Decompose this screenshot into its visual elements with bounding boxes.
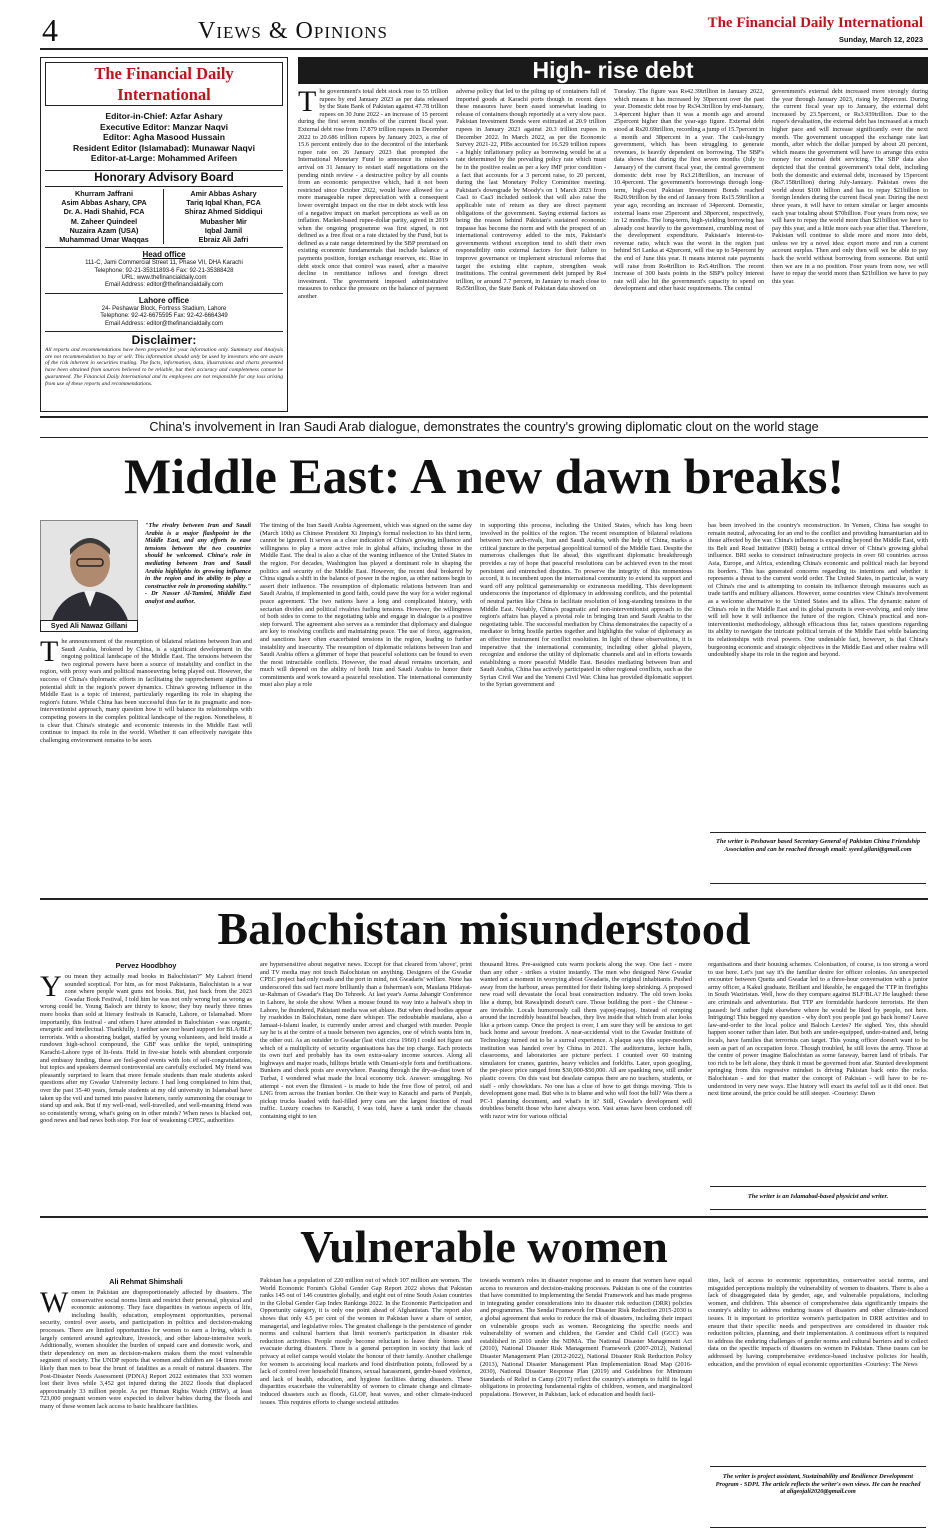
disclaimer bbox=[45, 331, 283, 387]
dropcap: T bbox=[298, 88, 317, 118]
lahore-office-address: 24- Peshawar Block, Fortress Stadium, Lahore bbox=[101, 305, 227, 312]
section-title: Views & Opinions bbox=[198, 18, 388, 44]
editorial-column-2 bbox=[456, 88, 606, 413]
women-bio: The writer is project assistant, Sustainability and Resilience Development Program - SDPI. The article reflects the writer's own views. He can be reached at aligeojali2020@gmail.com bbox=[715, 1473, 921, 1496]
resident-editor: Resident Editor (Islamabad): Munawar Naqvi bbox=[73, 142, 255, 153]
women-text: omen in Pakistan are disproportionately affected by disasters. The conservative social norms limit and restrict their personal, physical and economic autonomy. They face disparities in various aspects of life, including health, education, employment opportunities, personal security, control over assets, and participation in politics and decision-making processes. There are limited opportunities for women to earn a living, which is largely centered around agriculture, livestock, and other labour-intensive work. Additionally, women shoulder the burden of unpaid care and domestic work, and their dependency on men as decision-makers makes them the most vulnerable segment of society. The UNDP reports that women and children are 14 times more likely than men to bear the brunt of fatalities as a result of natural disasters. The Post-Disaster Needs Assessment (PDNA) Report 2022 estimates that 333 women lost their lives while 3,452 got injured during the 2022 floods that displaced approximately 33 million people. As per Human Rights Watch (HRW), at least 723,000 pregnant women were expected to deliver babies during the floods and many of these women lack access to basic healthcare facilities. bbox=[40, 1289, 252, 1410]
balochistan-column-3 bbox=[480, 961, 692, 1213]
masthead-title: The Financial Daily International bbox=[45, 62, 283, 106]
me-column-2 bbox=[260, 522, 472, 894]
section-divider bbox=[40, 898, 928, 900]
me-text: has been involved in the country's reconstruction. In Yemen, China has sought to remain neutral, advocating for an end to the conflict and providing humanitarian aid to those affected by the war. China's influence is expanding beyond the Middle East, with its Belt and Road Initiative (BRI) being a critical driver of China's growing global influence. BRI seeks to construct infrastructure projects in over 60 countries across Asia, Europe, and Africa, extending China's economic and political reach far beyond its borders. This has generated concerns regarding its intentions and whether it represents a threat to the current world order. The United States, in particular, is wary of China's rise and is attempting to contain its influence through measures such as trade tariffs and military alliances. However, some countries view China's involvement as a welcome alternative to the United States and its allies. The dynamic nature of China's role in the Middle East and its global pursuits is ever-evolving, and only time will tell how it will influence the future of the region. China's practical and non-interventionist methodology, although efficacious thus far, raises questions regarding its ability to navigate the intricate political terrain of the Middle East while balancing its relationships with rival powers. One undeniable fact, however, is that China's burgeoning economic and strategic objectives in the Middle East and other realms will undoubtedly shape its role in the region and beyond. bbox=[708, 522, 928, 659]
board-member: Amir Abbas Ashary bbox=[190, 188, 257, 198]
board-member: Asim Abbas Ashary, CPA bbox=[61, 198, 147, 208]
me-column-3 bbox=[480, 522, 692, 894]
dropcap: Y bbox=[40, 973, 62, 1003]
page-number: 4 bbox=[42, 12, 58, 48]
kicker-rule bbox=[40, 437, 928, 438]
me-bio: The writer is Peshawar based Secretary General of Pakistan China Friendship Association and can be reached through email: syeed.gilani@gmail.com bbox=[716, 838, 920, 853]
balochistan-text: ou mean they actually read books in Balochistan?" My Lahori friend sounded sceptical. For him, as for most Pakistanis, Balochistan is a war zone where people want guns not books. But, just back from the 2023 Gwadar Book Festival, I told him he was not only wrong but as wrong as wrong could be. Young Baloch are thirsty to know; they buy nearly three times more books than sold at literary festivals in Karachi, Lahore, or Islamabad. More importantly, this festival - and others I have attended in Balochistan - was organic, energetic and intellectual. Thankfully, I neither saw nor heard support for BLA/BLF terrorists. With a shoestring budget, staffed by young volunteers, and held inside a rundown high-school compound, the GBF was unlike the tepid, uninspiring Karachi-Lahore type of lit-fests. Held in five-star hotels with abundant corporate and embassy funding, these are feel-good events with lots of self-congratulations, but topics and speakers deemed controversial are carefully excluded. My friend was pleasantly surprised to learn that more female students than male students asked questions after my Gwadar University lecture. I had long complained to him that, over the past 35-40 years, female students at my old university in Islamabad have taken up the veil and turned into passive listeners, rarely summoning the courage to stand up and ask. But if my well-read, well-travelled, and well-meaning friend was so consistently wrong, what's going on in other minds? When news is blacked out, good news and bad news both stop. For fear of weakening CPEC, authorities bbox=[40, 973, 252, 1125]
women-text: Pakistan has a population of 220 million out of which 107 million are women. The World Economic Forum's Global Gender Gap Report 2022 shows that Pakistan ranks 145 out of 146 countries globally, and eight out of nine South Asian countries in the Global Gender Gap Index Rankings 2022. In the Economic Participation and Opportunity category, it is only one point ahead of Afghanistan. The report also shows that only 4.5 per cent of the women in Pakistan have a share of senior, managerial, and legislative roles. The greatest challenge is the persistence of gender norms and cultural barriers that limit women's participation in disaster risk reduction activities. People mostly become reluctant to leave their homes and evacuate during disasters. There is a general perception in society that lack of privacy at relief camps would violate the honour of their family. Another challenge for women is accessing local markets and food distribution points, followed by a lack of control over household finances, sexual harassment, gender-based violence, and lack of health, education, and hygiene facilities during disasters. These disparities exacerbate the vulnerability of women to climate change and climate-induced disasters such as floods, GLOF, heat waves, and other climate-induced issues. This requires efforts to change societal attitudes bbox=[260, 1277, 472, 1406]
author-portrait-icon bbox=[41, 521, 138, 630]
editorial-text: Tuesday. The figure was Rs42.39trillion in January 2022, which means it has increased by 30percent over the past year. Domestic debt rose by Rs34.3trillion by end-January, 3.4percent higher than it was a month ago and around 25percent higher than the year-ago figure. External debt stood at Rs20.69trillion, recording a jump of 15.7percent in a month and 38percent in a year. The cash-hungry government, which has been struggling to generate revenues, is heavily dependent on borrowing. The SBP's data shows that during the first seven months (July to January) of the current fiscal year, the central government domestic debt rose by Rs3.218trillion, an increase of 10.4percent. The government's borrowings through long-term, high-cost Pakistan Investment Bonds reached Rs20.9trillion by the end of January from Rs15.59trillion a year ago, recording an increase of 34percent. Domestic, external loans rose 25percent and 38percent, respectively, in 12 months. The long-term, high-yielding borrowing has already cost heavily to the government, crumbling most of the development expenditure. Pakistan's interest-to-revenue ratio, which was the worst in the region just behind Sri Lanka at 42percent, will rise up to 54percent by the end of June this year. It means interest rate payments will raise from Rs4trillion to Rs5.4trillion. The recent increase of 300 basis points in the SBP's policy interest rate will also hit the government's capacity to spend on development and other basic requirements. The central bbox=[614, 88, 764, 293]
editorial-column-1 bbox=[298, 88, 448, 413]
board-member: Ebraiz Ali Jafri bbox=[198, 234, 249, 244]
women-author: Ali Rehmat Shimshali bbox=[109, 1277, 183, 1286]
women-headline: Vulnerable women bbox=[300, 1221, 668, 1272]
section-divider bbox=[40, 1216, 928, 1218]
head-office-phone: Telephone: 92-21-35311893-6 Fax: 92-21-35388428 bbox=[94, 267, 234, 274]
board-member: Muhammad Umar Waqqas bbox=[59, 234, 149, 244]
editor: Editor: Agha Masood Hussain bbox=[103, 132, 225, 143]
women-column-1 bbox=[40, 1289, 252, 1527]
advisory-board-title: Honorary Advisory Board bbox=[45, 170, 283, 187]
author-photo bbox=[40, 520, 138, 630]
me-headline: Middle East: A new dawn breaks! bbox=[123, 448, 845, 504]
balochistan-headline: Balochistan misunderstood bbox=[217, 903, 751, 954]
lahore-office-email: Email Address: editor@thefinancialdaily.com bbox=[104, 320, 224, 327]
lahore-office bbox=[45, 293, 283, 328]
board-member: Shiraz Ahmed Siddiqui bbox=[184, 207, 263, 217]
header-rule bbox=[40, 48, 928, 50]
balochistan-text: thousand litres. Pre-assigned cuts warm pockets along the way. One fact - more than any other - strikes a visitor instantly. The men who designed New Gwadar wanted not a moment in worrying about Gwadaris, the original inhabitants. Pushed away from the harbour, areas permitted for their fishing keep shrinking. A proposed new road will devastate the local boat construction industry. The old town looks like a dump, but Rawalpindi doesn't care. Those building the port - the Chinese - are invisible. Locals humorously call them yajooj-majooj. Instead of romping around the incredibly beautiful beaches, they live inside that which from afar looks like a prison camp. Once the project is over, I am sure they will be anxious to get back home and savour freedom. A near-accidental visit to the Gwadar Institute of Technology turned out to be a surreal experience. A plaque says this super-modern institution was handed over by China in 2021. The auditoriums, lecture halls, classrooms, and laboratories are picture perfect. I counted over 60 training simulators for cranes, gantries, heavy vehicles and forklifts. Later, upon googling, the per-piece price ranged from $30,000-$50,000. All are spanking new, still under plastic covers. On this vast but desolate campus there are no teachers, students, or staff - only chowkidars. No one has a clue of how to get things moving. This is development gone mad. But who is to blame and who will foot the bill? Was there a PC-1 planning document, and what's in it? Still, Gwadar's development will doubtless benefit those who have always won. Vast areas have been cordoned off with razor wire for various official bbox=[480, 961, 692, 1120]
executive-editor: Executive Editor: Manzar Naqvi bbox=[100, 121, 228, 132]
women-column-4 bbox=[708, 1277, 928, 1461]
me-column-4 bbox=[708, 522, 928, 830]
women-text: ities, lack of access to economic opportunities, conservative social norms, and misguided perceptions multiply the vulnerability of women to disasters. There is also a lack of disaggregated data by gender, age, and vulnerable populations, including women, and children. This absence of comprehensive data significantly impairs the country's ability to address enduring issues of disasters and other climate-induced issues. It is important to prioritize women's participation in DRR activities and to ensure that their specific needs and perspectives are considered in disaster risk reduction policies, planning, and their implementation. A continuous effort is required to address the enduring challenges of gender norms and cultural barriers and to collect data on the specific impacts of disasters on women in Pakistan. These issues can be addressed by having comprehensive evidence-based inclusive policies for health, education, and the provision of equal economic opportunities -Courtesy: The News bbox=[708, 1277, 928, 1368]
editorial-text: adverse policy that led to the piling up of containers full of imported goods at Karachi ports though in recent days these measures have been eased somewhat leading to release of containers though reportedly at a very slow pace. Pakistan Investment Bonds were estimated at 20.9 trillion rupees in January 2023 against 20.3 trillion rupees in December 2022. In March 2022, as per the Economic Survey 2021-22, PIBs accounted for 16.529 trillion rupees - a highly inflationary policy as borrowing would be at a rate determined by the prevailing policy rate which must be in the positive realm as per a key IMF prior condition - a fact that accounts for a 3 percent raise, to 20 percent, during the last Monetary Policy Committee meeting. Pakistan's downgrade by Moody's on 1 March 2023 from Caa1 to Caa3 included outlook that will also raise the applicable rate of return as they are direct payment obligations of the government. Saying external factors as being the reason behind Pakistan's sustained economic impasse has become the norm and with the prospect of an international controversy added to the mix, Pakistan's governments without exception tend to shift their own responsibility onto external factors for their failure to improve governance or implement structural reforms that target the existing elite capture, strengthen weak institutions. The central government debt jumped by Rs4 trillion, or around 7.7 percent, in January to reach close to Rs55trillion, the State Bank of Pakistan data showed on bbox=[456, 88, 606, 293]
head-office-url: URL: www.thefinancialdaily.com bbox=[121, 275, 207, 281]
editorial-column-3 bbox=[614, 88, 764, 413]
board-member: M. Zaheer Quindeel bbox=[70, 216, 138, 226]
lahore-office-label: Lahore office bbox=[138, 295, 190, 305]
me-kicker: China's involvement in Iran Saudi Arab dialogue, demonstrates the country's growing diplomatic clout on the world stage bbox=[149, 420, 819, 434]
board-member: Mubasher Mir bbox=[200, 216, 247, 226]
pull-quote bbox=[145, 522, 251, 638]
board-member: Dr. A. Hadi Shahid, FCA bbox=[63, 207, 145, 217]
board-member: Nuzaira Azam (USA) bbox=[69, 225, 139, 235]
editor-in-chief: Editor-in-Chief: Azfar Ashary bbox=[105, 111, 223, 121]
balochistan-bio: The writer is an Islamabad-based physicist and writer. bbox=[747, 1193, 889, 1200]
section-divider bbox=[40, 416, 928, 418]
editorial-text: government's external debt increased more strongly during the year through January 2023, rising by 38percent. During the current fiscal year up to January, the external debt increased by 23.5percent, or Rs3.939trillion. Due to the rupee's devaluation, the external debt has increased at a much higher pace and will increase significantly over the next month. The government uncapped the exchange rate last month, after which the dollar jumped by about 20 percent, which means the government will have to arrange this extra money for external debt servicing. The SBP data also depicted that the central government's total debt, including both the domestic and external debt, increased by 15percent (Rs7.158trillion) during July-January. Pakistan owes the world about $100 billion and has to repay $21billion to foreign lenders during the current fiscal year. During the next three years, it will have to return similar or larger amounts each year totaling about $70billion. Four years from now, we will have to repay the world more than $21billion we have to pay this year, and a little more each year after that. Therefore, Pakistan will continue to slide more and more into debt, unless we try a novel idea: export more and run a current account surplus. Then and only then will we be able to pay back the world without borrowing from someone. But until then we are in a no position. Four years from now, we will have to repay the world more than $21billion we have to pay this year. bbox=[772, 88, 928, 285]
editor-list bbox=[41, 111, 287, 164]
dropcap: W bbox=[40, 1289, 69, 1319]
balochistan-column-2 bbox=[260, 961, 472, 1213]
women-column-2 bbox=[260, 1277, 472, 1527]
balochistan-author: Pervez Hoodbhoy bbox=[115, 961, 177, 970]
board-member: Tariq Iqbal Khan, FCA bbox=[186, 198, 261, 208]
balochistan-column-4 bbox=[708, 961, 928, 1183]
header-paper-name: The Financial Daily International bbox=[707, 15, 923, 31]
balochistan-bio-box bbox=[710, 1186, 926, 1210]
balochistan-column-1 bbox=[40, 973, 252, 1213]
head-office-label: Head office bbox=[142, 250, 186, 260]
me-text: he announcement of the resumption of bilateral relations between Iran and Saudi Arabia, brokered by China, is a significant development in the ongoing political landscape of the Middle East. The tensions between the two regional powers have been a source of instability and conflict in the region, with proxy wars and political manoeuvring being played out. However, the success of China's diplomatic efforts in facilitating the rapprochement signifies a potential shift in the region's power dynamics. China's growing influence in the Middle East is a topic of interest, particularly regarding its role in shaping the region's future. While China has been successful thus far in its pragmatic and non-interventionist approach, many question how it will balance its relationships with competing powers in the complex political landscape of the region. Nonetheless, it is clear that China's strategic and economic interests in the Middle East will continue to impact its role in the world. Whether it can effectively navigate this challenging environment remains to be seen. bbox=[40, 638, 252, 744]
advisory-board-left bbox=[45, 189, 164, 244]
balochistan-text: are hypersensitive about negative news. Except for that cleared from 'above', print and TV media may not touch Balochistan on anything. Designers of the Gwadar CPEC project had only roads and the port in mind, not Gwadaris' welfare. None has underscored this sad fact more brilliantly than a fisherman's son, Maulana Hidayat-ur-Rahman of Gwadar's Haq Do Tehreek. At last year's Asma Jahangir Conference in Lahore, he stole the show. When a mouse found its way into a halwai's shop in Lahore, he thundered, Pakistani media was set ablaze. But when dead bodies appear by roadsides in Balochistan, none dare whisper. The redoubtable maulana, also a Jamaat-i-Islami leader, is currently under arrest and charged with murder. People say he is at the centre of a tussle between two agencies, one of which wants him in, the other out. As an outsider to Gwadar (last visit circa 1960) I could not figure out which of a multiplicity of security organisations has the top charge. Each protects its own turf and probably has its own extra-salary income sources. Along all highways and major roads, hilltops bristle with Omani-style forts and fortifications. Bunkers and check posts are everywhere. Passing through the dry-as-dust town of Turbat, I wondered what made the local economy tick. Answer: smuggling. No attempt - not even the flimsiest - is made to hide the free flow of petrol, oil and LNG from across the Iranian border. On their way to Karachi and parts of Punjab, pickup trucks loaded with fuel-filled jerry cans are the largest fraction of road traffic. Luxury coaches to Karachi, I was told, have a tank under the chassis containing eight to ten bbox=[260, 961, 472, 1120]
advisory-board bbox=[45, 189, 283, 244]
balochistan-text: organisations and their housing schemes. Colonisation, of course, is too strong a word to use here. Let's just say it's the familiar desire for officer colonies. An unexpected encounter between Quetta and Gwadar led to a three-hour conversation with a junior army officer, a Kakul graduate. Brilliant and likeable, he engaged the TTP in firefights in South Waziristan. Well, how do they compare against BLF/BLA? He laughed: these are criminals and adventurists. But TTP are formidable hardcore terrorists. He then paused: he'd rather fight elsewhere where he would be liked by people, not here. Intriguing! This begged my question - why don't you people just go back home? Leave law-and-order to the local police and Baloch Levies? He sighed. Yes, this should happen sooner rather than later. But both are under-equipped, under-trained and, being locals, have families that terrorists can target. This young officer doesn't want to be seen as part of an occupation force. Though troubled, he still loves the army. Those at the centre of power imagine Balochistan as some faraway, barren land of tribals. Far too rich to be left alone, they think it must be governed from afar. Stunted development springing from this regressive mindset is driving Pakistan back onto the rocks. Balochistan - and for that matter the concept of Pakistan - will have to be re-understood in very new ways. Else history will exact its awful toll as it did once. But next time around, the price could be still steeper. -Courtesy: Dawn bbox=[708, 961, 928, 1098]
masthead-box bbox=[40, 57, 288, 412]
editorial-title: High- rise debt bbox=[532, 57, 694, 83]
women-bio-box bbox=[710, 1466, 926, 1528]
board-member: Khurram Jaffrani bbox=[75, 188, 133, 198]
editor-at-large: Editor-at-Large: Mohammed Arifeen bbox=[90, 153, 238, 164]
author-caption: Syed Ali Nawaz Gillani bbox=[40, 620, 138, 632]
me-text: The timing of the Iran Saudi Arabia Agreement, which was signed on the same day (March 10th) as Chinese President Xi Jinping's formal reelection to his third term, cannot be ignored. It serves as a clear indication of China's growing influence and willingness to play a more active role in global affairs, including those in the Middle East. The deal is also a clue of the waning influence of the United States in the region. For decades, Washington has played a dominant role in shaping the politics and security of the Middle East. However, the recent deal brokered by China signals a shift in the balance of power in the region, as other nations begin to assert their influence. The resumption of diplomatic relations between Iran and Saudi Arabia, if implemented in good faith, could pave the way for a wider regional peace agreement. The two nations have a long and complicated history, with sectarian divides and political rivalries fueling tensions. However, the willingness of both sides to come to the negotiating table and engage in dialogue is a positive step forward. The agreement also serves as a reminder that diplomacy and dialogue are key to resolving conflicts and maintaining peace. The use of force, aggression, and sanctions have often exacerbated tensions in the region, leading to further instability and insecurity. The resumption of diplomatic relations between Iran and Saudi Arabia offers a glimmer of hope that peaceful solutions can be found to even the most intractable conflicts. However, the road ahead remains uncertain, and much will depend on the ability of both Iran and Saudi Arabia to honor their commitments and work toward a peaceful resolution. The international community must also play a role bbox=[260, 522, 472, 689]
editorial-text: he government's total debt stock rose to 55 trillion rupees by end January 2023 as per data released by the State Bank of Pakistan against 47.78 trillion rupees on 30 June 2022 - an increase of 15 percent during the first seven months of the current fiscal year. External debt rose from 17.879 trillion rupees in December 2022 to 20.686 trillion rupees by January 2023, a rise of 15.6 percent entirely due to the decontrol of the interbank rupee rate on 26 January 2023 that prompted the International Monetary Fund to announce its mission's arrival on 31 January to restart staff negotiations on the pending ninth review - a destructive policy by all counts from an economic perspective which, had it not been restricted since October 2022, would have allowed for a more manageable rupee depreciation with a consequent lower overnight impact on the rise in debt stock with less of a negative impact on market perceptions as well as on inflation. Market-based rupee-dollar parity, agreed in 2019 when the ongoing programme was first signed, is not defined as a free float or a rate dictated by the Fund, but is defined as a rate range determined by the SBP premised on existing economic fundamentals that include balance of payments position, foreign exchange reserves, etc. Rise in debt stock once that control was eased, after a massive decline in remittance inflows and foreign direct investment. The government imposed administrative measures to reduce the pressure on the balance of payment another bbox=[298, 88, 448, 301]
me-text: in supporting this process, including the United States, which has long been involved in the politics of the region. The recent resumption of bilateral relations between two arch-rivals, Iran and Saudi Arabia, with the help of China, marks a critical juncture in the perpetual geopolitical turmoil of the Middle East. Despite the numerous challenges that lie ahead, this significant diplomatic breakthrough provides a ray of hope that peaceful resolutions can be achieved even in the most persistent and entrenched disputes. To preserve the integrity of this momentous accord, it is incumbent upon the international community to extend its support and ward off any political gamesmanship or extraneous meddling. This development underscores the importance of diplomacy in addressing conflicts, and the potential of neutral parties like China to facilitate resolution of long-standing tensions in the Middle East. Notably, China's pragmatic and non-interventionist approach to the region's affairs has played a pivotal role in bringing Iran and Saudi Arabia to the negotiating table. The successful mediation by China demonstrates the capacity of a mediator to bring hostile parties together and highlights the value of diplomacy as an effective instrument for conflict resolution. In light of these observations, it is imperative that the international community, including other global players, recognize and endorse the utility of diplomatic channels and aid in efforts towards establishing a more peaceful Middle East. Besides mediating between Iran and Saudi Arabia, China has actively participated in other regional conflicts, such as the Syrian Civil War and the Yemeni Civil War. China has provided diplomatic support to the Syrian government and bbox=[480, 522, 692, 689]
me-bio-box bbox=[710, 832, 926, 884]
advisory-board-right bbox=[164, 189, 283, 244]
quote-text: "The rivalry between Iran and Saudi Arabia is a major flashpoint in the Middle East, and any efforts to ease tensions between the two countries should be welcomed. China's role in mediating between Iran and Saudi Arabia highlights its growing influence in the region and its ability to play a constructive role in promoting stability." - Dr Nasser Al-Tamimi, Middle East analyst and author. bbox=[145, 522, 251, 605]
disclaimer-text: All reports and recommendations have been prepared for your information only. Summary and Analysis are not recommendation to buy or sell. This information should only be used by investors who are aware of the risk inherent in securities trading. The facts, information, data, illustrations and charts presented have been obtained from sources believed to be reliable, but their accuracy and completeness cannot be guaranteed. The Financial Daily International and its employees are not responsible for any loss arising from use of these reports and recommendations. bbox=[45, 347, 283, 387]
disclaimer-title: Disclaimer: bbox=[131, 333, 197, 348]
head-office-address: 111-C, Jami Commercial Street 11, Phase VII, DHA Karachi bbox=[85, 260, 243, 267]
head-office-email: Email Address: editor@thefinancialdaily.com bbox=[104, 282, 224, 289]
me-column-1 bbox=[40, 638, 252, 894]
dropcap: T bbox=[40, 638, 59, 668]
women-text: towards women's roles in disaster response and to ensure that women have equal access to resources and decision-making processes. Pakistan is one of the countries that have committed to implementing the Sendai Framework and has made progress in integrating gender considerations into its disaster risk reduction (DRR) policies and programmes. The Sendai Framework for Disaster Risk Reduction 2015-2030 is a global agreement that seeks to reduce the risk of disasters, including their impact on vulnerable groups such as women. Recognizing the specific needs and vulnerability of women and children, the Gender and Child Cell (GCC) was established in 2010 under the NDMA. The National Disaster Management Act (2010), National Disaster Risk Management Framework (2007-2012), National Disaster Management Plan (2012-2022), National Disaster Risk Reduction Policy (2013), National Disaster Management Plan Implementation Road Map (2016-2030), National Disaster Response Plan (2019) and Guidelines for Minimum Standards of Relief in Camp (2017) reflect the country's attempts to fulfil its legal obligations in protecting fundamental rights of children, women, and marginalized populations. However, in Pakistan, lack of education and health facil- bbox=[480, 1277, 692, 1398]
editorial-column-4 bbox=[772, 88, 928, 413]
head-office bbox=[45, 247, 283, 290]
lahore-office-phone: Telephone: 92-42-6675595 Fax: 92-42-6664349 bbox=[100, 313, 228, 320]
board-member: Iqbal Jamil bbox=[204, 225, 243, 235]
women-column-3 bbox=[480, 1277, 692, 1527]
header-date: Sunday, March 12, 2023 bbox=[838, 35, 923, 44]
